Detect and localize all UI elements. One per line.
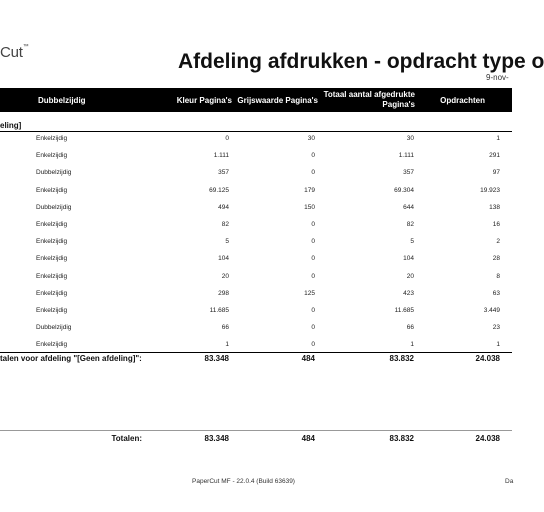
cell-grijs: 0 (311, 238, 315, 246)
subtotal-opdrachten: 24.038 (475, 354, 500, 363)
cell-grijs: 0 (311, 220, 315, 228)
cell-totaal: 66 (406, 324, 414, 332)
total-label: Totalen: (111, 434, 142, 443)
subtotal-totaal: 83.832 (389, 354, 414, 363)
cell-grijs: 0 (311, 255, 315, 263)
table-row (0, 268, 512, 285)
column-header-dubbelzijdig: Dubbelzijdig (38, 96, 86, 105)
cell-totaal: 30 (406, 135, 414, 142)
cell-grijs: 0 (311, 152, 315, 160)
subtotal-label: talen voor afdeling "[Geen afdeling]": (0, 354, 142, 363)
cell-opdrachten: 3.449 (483, 306, 500, 314)
cell-grijs: 179 (304, 186, 315, 194)
table-row (0, 130, 512, 147)
total-row (0, 434, 512, 448)
cell-opdrachten: 291 (489, 152, 500, 160)
cell-kleur: 494 (218, 203, 229, 211)
footer-product: PaperCut MF - 22.0.4 (Build 63639) (192, 478, 295, 485)
cell-grijs: 150 (304, 203, 315, 211)
cell-type: Dubbelzijdig (36, 324, 72, 332)
cell-kleur: 1 (225, 341, 229, 349)
cell-kleur: 0 (225, 135, 229, 142)
table-row (0, 319, 512, 336)
report-title: Afdeling afdrukken - opdracht type o (178, 50, 544, 73)
cell-kleur: 66 (221, 324, 229, 332)
table-row (0, 164, 512, 181)
table-row (0, 216, 512, 233)
cell-type: Enkelzijdig (36, 289, 68, 297)
cell-opdrachten: 28 (492, 255, 500, 263)
table-row (0, 336, 512, 353)
cell-kleur: 1.111 (213, 152, 229, 160)
logo-trademark: ™ (22, 44, 29, 50)
cell-type: Enkelzijdig (36, 135, 68, 142)
cell-opdrachten: 2 (496, 238, 500, 246)
cell-type: Enkelzijdig (36, 255, 68, 263)
cell-kleur: 11.685 (209, 306, 229, 314)
cell-type: Enkelzijdig (36, 220, 68, 228)
cell-kleur: 298 (218, 289, 229, 297)
report-date: 9-nov- (486, 73, 509, 82)
table-row (0, 233, 512, 250)
total-divider (0, 430, 512, 431)
subtotal-kleur: 83.348 (204, 354, 229, 363)
cell-grijs: 0 (311, 324, 315, 332)
subtotal-grijs: 484 (301, 354, 315, 363)
cell-totaal: 423 (403, 289, 414, 297)
cell-kleur: 69.125 (209, 186, 229, 194)
group-label: eling] (0, 121, 22, 130)
cell-totaal: 104 (403, 255, 414, 263)
cell-opdrachten: 19.923 (480, 186, 500, 194)
cell-kleur: 104 (218, 255, 229, 263)
cell-type: Dubbelzijdig (36, 203, 72, 211)
cell-type: Enkelzijdig (36, 186, 68, 194)
cell-totaal: 69.304 (394, 186, 414, 194)
cell-type: Enkelzijdig (36, 341, 68, 349)
cell-grijs: 0 (311, 272, 315, 280)
cell-opdrachten: 23 (492, 324, 500, 332)
column-header-totaal-line2: Pagina's (382, 100, 415, 109)
total-grijs: 484 (301, 434, 315, 443)
column-header-totaal (324, 90, 415, 110)
subtotal-divider (0, 352, 512, 353)
cell-totaal: 5 (410, 238, 414, 246)
cell-totaal: 11.685 (394, 306, 414, 314)
cell-type: Enkelzijdig (36, 152, 68, 160)
cell-type: Enkelzijdig (36, 306, 68, 314)
column-header-totaal-line1: Totaal aantal afgedrukte (323, 90, 415, 99)
table-header (0, 88, 512, 112)
cell-totaal: 20 (406, 272, 414, 280)
cell-type: Enkelzijdig (36, 238, 68, 246)
cell-totaal: 82 (406, 220, 414, 228)
cell-totaal: 357 (403, 169, 414, 177)
cell-opdrachten: 97 (492, 169, 500, 177)
cell-kleur: 20 (221, 272, 229, 280)
total-opdrachten: 24.038 (475, 434, 500, 443)
total-totaal: 83.832 (389, 434, 414, 443)
papercut-logo (0, 44, 29, 61)
cell-type: Enkelzijdig (36, 272, 68, 280)
cell-opdrachten: 63 (492, 289, 500, 297)
cell-type: Dubbelzijdig (36, 169, 72, 177)
cell-opdrachten: 1 (496, 341, 500, 349)
subtotal-row (0, 354, 512, 368)
cell-grijs: 0 (311, 306, 315, 314)
data-rows (0, 130, 512, 353)
cell-totaal: 1 (410, 341, 414, 349)
table-row (0, 147, 512, 164)
cell-grijs: 0 (311, 169, 315, 177)
footer-right: Da (505, 478, 514, 485)
cell-opdrachten: 16 (492, 220, 500, 228)
table-row (0, 302, 512, 319)
cell-grijs: 30 (307, 135, 315, 142)
cell-kleur: 5 (225, 238, 229, 246)
cell-grijs: 125 (304, 289, 315, 297)
cell-opdrachten: 1 (496, 135, 500, 142)
cell-opdrachten: 8 (496, 272, 500, 280)
cell-grijs: 0 (311, 341, 315, 349)
column-header-grijs: Grijswaarde Pagina's (237, 96, 318, 105)
cell-totaal: 1.111 (398, 152, 414, 160)
cell-kleur: 357 (218, 169, 229, 177)
total-kleur: 83.348 (204, 434, 229, 443)
table-row (0, 182, 512, 199)
table-row (0, 250, 512, 267)
cell-kleur: 82 (221, 220, 229, 228)
table-row (0, 285, 512, 302)
cell-totaal: 644 (403, 203, 414, 211)
cell-opdrachten: 138 (489, 203, 500, 211)
column-header-kleur: Kleur Pagina's (176, 96, 232, 105)
logo-text: Cut (0, 44, 23, 61)
table-row (0, 199, 512, 216)
column-header-opdrachten: Opdrachten (440, 96, 485, 105)
